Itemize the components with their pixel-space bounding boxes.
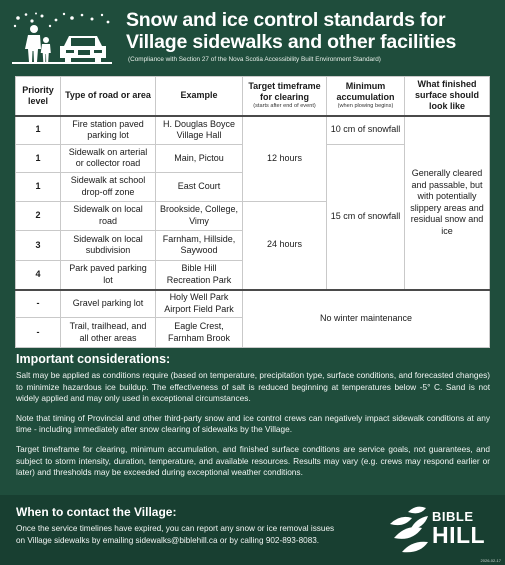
cell-accum-15: 15 cm of snowfall xyxy=(327,144,405,289)
cell-example: H. Douglas Boyce Village Hall xyxy=(156,116,243,144)
brand-wordmark xyxy=(432,510,485,546)
cell-example: Bible Hill Recreation Park xyxy=(156,260,243,289)
cell-priority: 2 xyxy=(16,201,61,230)
cell-road-type: Sidewalk at school drop-off zone xyxy=(61,173,156,201)
cell-road-type: Trail, trailhead, and all other areas xyxy=(61,318,156,348)
header-accumulation xyxy=(327,77,405,116)
cell-example: Holy Well Park Airport Field Park xyxy=(156,290,243,318)
cell-priority: - xyxy=(16,290,61,318)
header-timeframe-note: (starts after end of event) xyxy=(253,103,316,110)
cell-example: Brookside, College, Vimy xyxy=(156,201,243,230)
cell-road-type: Fire station paved parking lot xyxy=(61,116,156,144)
considerations-heading: Important considerations: xyxy=(16,352,171,366)
considerations-paragraph: Salt may be applied as conditions require (based on temperature, precipitation type, surface conditions, and forecasted changes) to minimize hazardous ice buildup. The effectiveness of salt is reduced beginning at temperatures below -5° C. Sand is not widely applied and may only used in exceptional circumstances. xyxy=(16,370,490,404)
cell-example: Eagle Crest, Farnham Brook xyxy=(156,318,243,348)
brand-line-1: BIBLE xyxy=(432,509,474,524)
page-subtitle: (Compliance with Section 27 of the Nova Scotia Accessibility Built Environment Standard) xyxy=(128,56,381,63)
header-timeframe xyxy=(243,77,327,116)
cell-timeframe-12: 12 hours xyxy=(243,116,327,201)
cell-example: Farnham, Hillside, Saywood xyxy=(156,231,243,260)
cell-road-type: Sidewalk on local road xyxy=(61,201,156,230)
page-title: Snow and ice control standards for Village sidewalks and other facilities xyxy=(126,9,457,53)
cell-priority: 4 xyxy=(16,260,61,289)
cell-priority: 1 xyxy=(16,173,61,201)
table-header-row xyxy=(16,77,490,116)
header-priority: Priority level xyxy=(16,77,61,116)
header-timeframe-label: Target timeframe for clearing xyxy=(248,81,321,103)
cell-road-type: Park paved parking lot xyxy=(61,260,156,289)
considerations-paragraph: Note that timing of Provincial and other third-party snow and ice control crews can negatively impact sidewalk conditions at any time - including immediately after snow clearing of sidewalks by the Village. xyxy=(16,412,490,435)
header-accumulation-note: (when plowing begins) xyxy=(337,103,394,110)
cell-road-type: Sidewalk on local subdivision xyxy=(61,231,156,260)
cell-surface: Generally cleared and passable, but with potentially slippery areas and residual snow and ice xyxy=(405,116,490,290)
cell-example: Main, Pictou xyxy=(156,144,243,172)
date-code: 2026-02-17 xyxy=(480,558,501,563)
considerations-paragraph: Target timeframe for clearing, minimum accumulation, and finished surface conditions are service goals, not guarantees, and subject to storm intensity, duration, temperature, and available resources. Results may vary (e.g. crews may respond earlier or later) and thresholds may be exceeded during exceptional weather conditions. xyxy=(16,443,490,478)
cell-priority: - xyxy=(16,318,61,348)
cell-road-type: Gravel parking lot xyxy=(61,290,156,318)
header-accumulation-label: Minimum accumulation xyxy=(336,81,395,103)
header-surface: What finished surface should look like xyxy=(405,77,490,116)
header xyxy=(0,0,505,72)
cell-priority: 3 xyxy=(16,231,61,260)
cell-example: East Court xyxy=(156,173,243,201)
standards-table xyxy=(15,76,489,348)
cell-priority: 1 xyxy=(16,144,61,172)
cell-priority: 1 xyxy=(16,116,61,144)
cell-road-type: Sidewalk on arterial or collector road xyxy=(61,144,156,172)
table-row xyxy=(16,116,490,144)
considerations-section xyxy=(16,352,490,487)
contact-heading: When to contact the Village: xyxy=(16,505,177,519)
cell-no-maintenance: No winter maintenance xyxy=(243,290,490,348)
snow-scene-icon xyxy=(12,12,112,64)
brand-line-2: HILL xyxy=(432,522,486,548)
header-example: Example xyxy=(156,77,243,116)
contact-text: Once the service timelines have expired, you can report any snow or ice removal issues on Village sidewalks by emailing sidewalks@biblehill.ca or by calling 902-893-8083. xyxy=(16,524,335,545)
cell-accum-10: 10 cm of snowfall xyxy=(327,116,405,144)
cell-timeframe-24: 24 hours xyxy=(243,201,327,289)
table-row xyxy=(16,290,490,318)
header-road-type: Type of road or area xyxy=(61,77,156,116)
